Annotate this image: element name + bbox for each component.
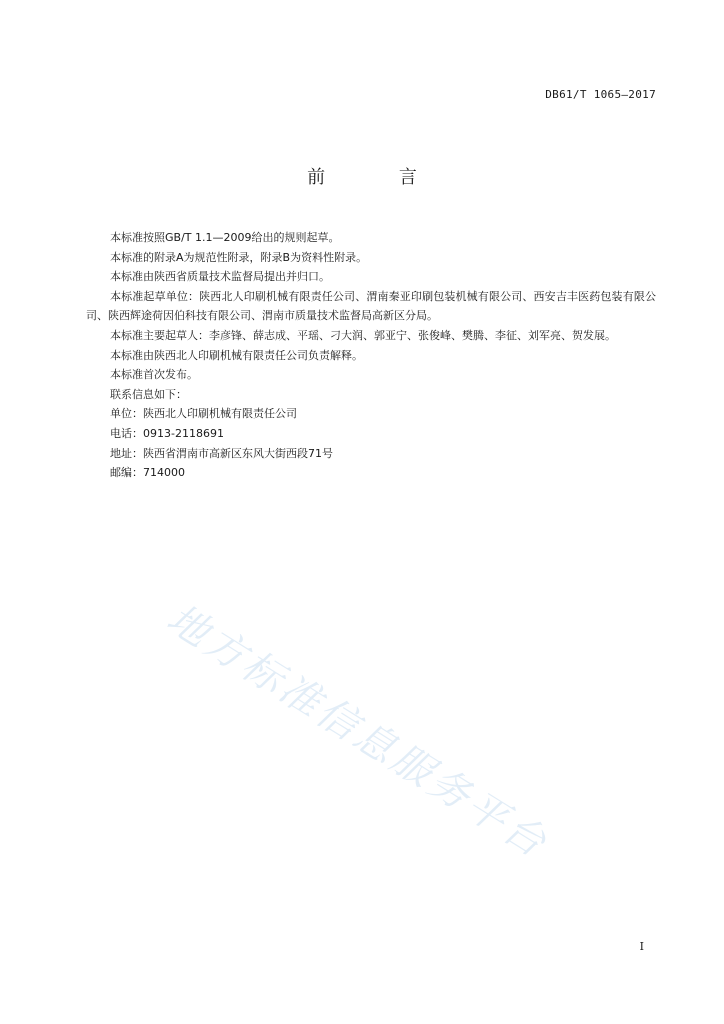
document-code: DB61/T 1065—2017	[545, 88, 656, 101]
paragraph-drafting-units: 本标准起草单位：陕西北人印刷机械有限责任公司、渭南秦亚印刷包装机械有限公司、西安吉丰医药包装有限公司、陕西辉途荷因伯科技有限公司、渭南市质量技术监督局高新区分局。	[86, 289, 656, 323]
document-body	[86, 228, 656, 483]
paragraph-appendix: 本标准的附录A为规范性附录，附录B为资料性附录。	[110, 250, 368, 264]
watermark: 地方标准信息服务平台	[158, 595, 557, 868]
paragraph-contact-heading: 联系信息如下：	[110, 387, 187, 401]
contact-address: 地址：陕西省渭南市高新区东风大街西段71号	[110, 446, 333, 460]
page-title: 前 言	[307, 167, 451, 188]
contact-unit: 单位：陕西北人印刷机械有限责任公司	[110, 407, 297, 421]
paragraph-proposer: 本标准由陕西省质量技术监督局提出并归口。	[110, 270, 330, 284]
contact-postcode: 邮编：714000	[110, 466, 185, 480]
paragraph-first-release: 本标准首次发布。	[110, 368, 198, 382]
paragraph-interpretation: 本标准由陕西北人印刷机械有限责任公司负责解释。	[110, 348, 363, 362]
contact-phone: 电话：0913-2118691	[110, 426, 224, 440]
page-number: I	[639, 940, 644, 953]
paragraph-drafting-rules: 本标准按照GB/T 1.1—2009给出的规则起草。	[110, 231, 340, 244]
paragraph-drafters: 本标准主要起草人：李彦锋、薛志成、平瑶、刁大润、郭亚宁、张俊峰、樊腾、李征、刘军亮、贺发展。	[110, 328, 616, 342]
